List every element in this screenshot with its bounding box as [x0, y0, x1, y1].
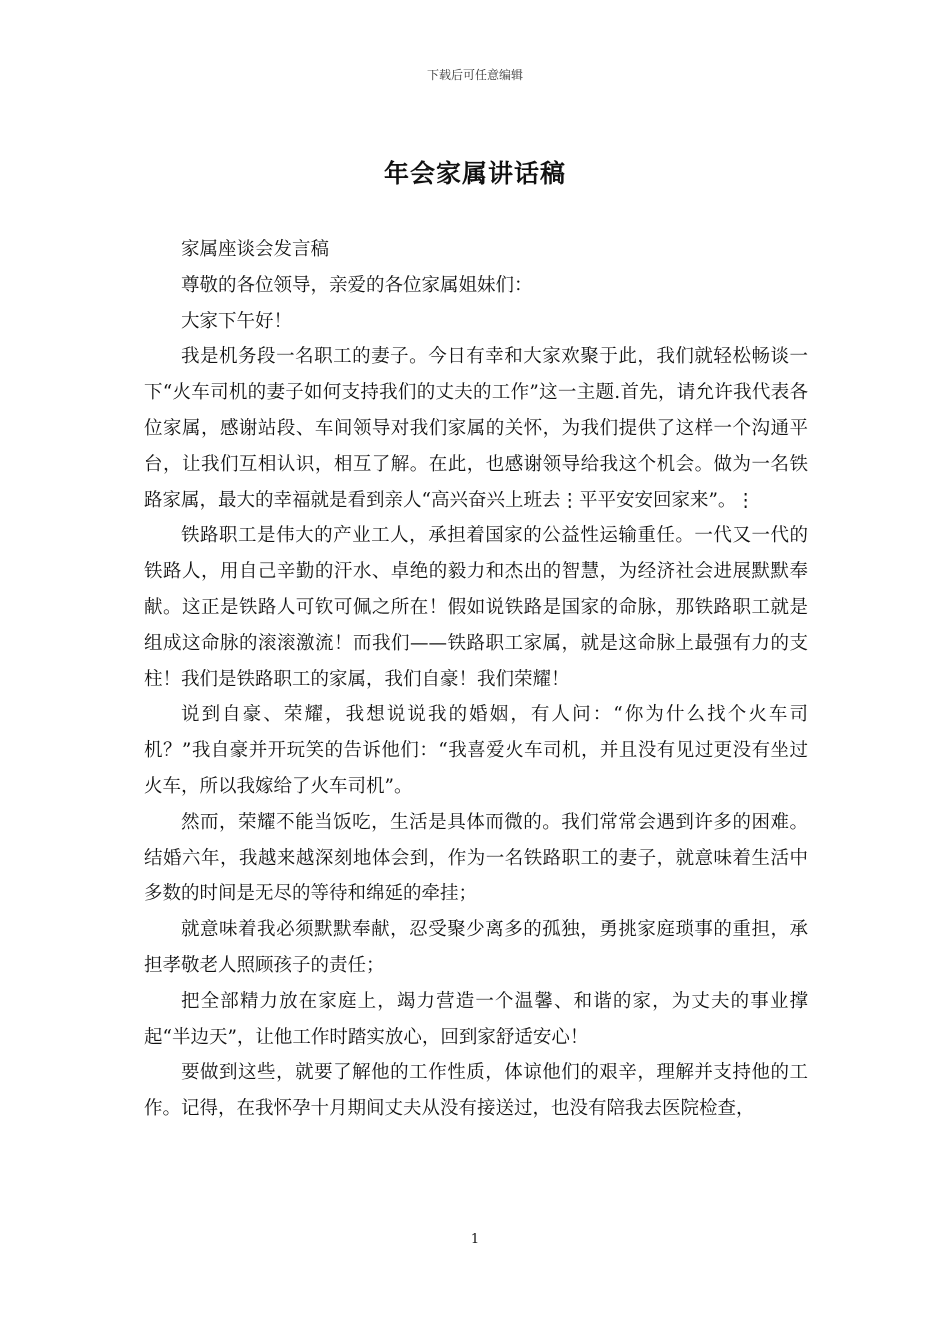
- paragraph-4: 我是机务段一名职工的妻子。今日有幸和大家欢聚于此，我们就轻松畅谈一下“火车司机的妻子如何支持我们的丈夫的工作”这一主题.首先，请允许我代表各位家属，感谢站段、车间领导对我们家属的关怀，为我们提供了这样一个沟通平台，让我们互相认识，相互了解。在此，也感谢领导给我这个机会。做为一名铁路家属，最大的幸福就是看到亲人“高兴奋兴上班去⋮平平安安回家来”。⋮: [144, 346, 808, 511]
- document-title: 年会家属讲话稿: [383, 159, 566, 188]
- paragraph-10: 要做到这些，就要了解他的工作性质，体谅他们的艰辛，理解并支持他的工作。记得，在我怀孕十月期间丈夫从没有接送过，也没有陪我去医院检查，: [144, 1062, 808, 1120]
- paragraph-1: 家属座谈会发言稿: [181, 239, 330, 260]
- paragraph-8: 就意味着我必须默默奉献，忍受聚少离多的孤独，勇挑家庭琐事的重担，承担孝敬老人照顾孩子的责任；: [144, 919, 808, 976]
- paragraph-5: 铁路职工是伟大的产业工人，承担着国家的公益性运输重任。一代又一代的铁路人，用自己辛勤的汗水、卓绝的毅力和杰出的智慧，为经济社会进展默默奉献。这正是铁路人可钦可佩之所在！假如说铁路是国家的命脉，那铁路职工就是组成这命脉的滚滚激流！而我们——铁路职工家属，就是这命脉上最强有力的支柱！我们是铁路职工的家属，我们自豪！我们荣耀！: [144, 525, 808, 690]
- page-header: 下载后可任意编辑: [426, 68, 523, 82]
- paragraph-3: 大家下午好！: [181, 310, 293, 332]
- paragraph-6: 说到自豪、荣耀，我想说说我的婚姻，有人问：“你为什么找个火车司机？”我自豪并开玩笑的告诉他们：“我喜爱火车司机，并且没有见过更没有坐过火车，所以我嫁给了火车司机”。: [144, 704, 808, 797]
- document-body: [144, 232, 808, 1127]
- paragraph-2: 尊敬的各位领导，亲爱的各位家属姐妹们：: [181, 274, 533, 296]
- paragraph-7: 然而，荣耀不能当饭吃，生活是具体而微的。我们常常会遇到许多的困难。结婚六年，我越来越深刻地体会到，作为一名铁路职工的妻子，就意味着生活中多数的时间是无尽的等待和绵延的牵挂；: [144, 811, 808, 905]
- paragraph-9: 把全部精力放在家庭上，竭力营造一个温馨、和谐的家，为丈夫的事业撑起“半边天”，让他工作时踏实放心，回到家舒适安心！: [144, 990, 808, 1048]
- page-number: 1: [470, 1232, 480, 1247]
